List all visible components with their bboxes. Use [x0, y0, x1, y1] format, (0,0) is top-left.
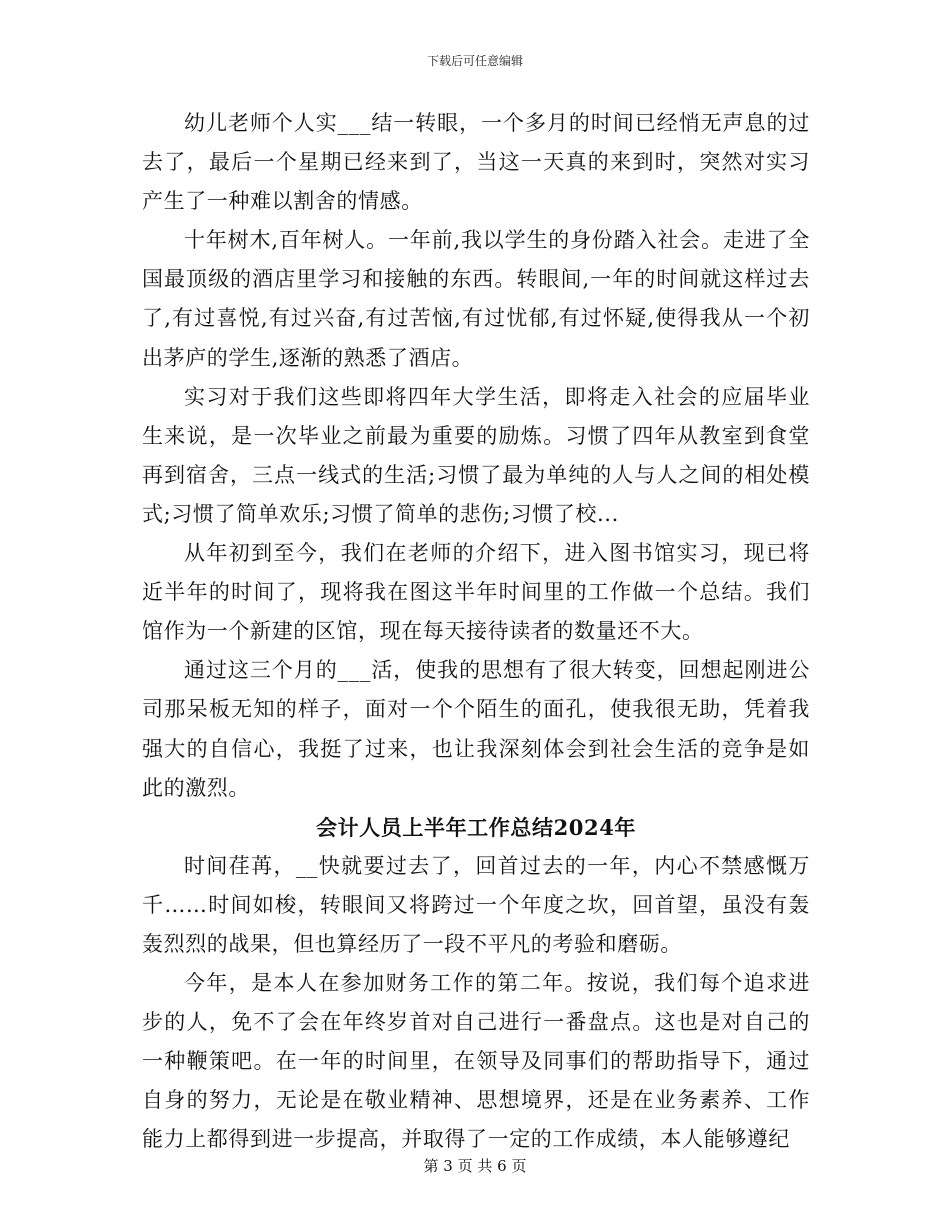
- paragraph-4: 从年初到至今，我们在老师的介绍下，进入图书馆实习，现已将近半年的时间了，现将我在图这半年时间里的工作做一个总结。我们馆作为一个新建的区馆，现在每天接待读者的数量还不大。: [142, 541, 810, 644]
- paragraph-2: 十年树木,百年树人。一年前,我以学生的身份踏入社会。走进了全国最顶级的酒店里学习和接触的东西。转眼间,一年的时间就这样过去了,有过喜悦,有过兴奋,有过苦恼,有过忧郁,有过怀疑,使得我从一个初出茅庐的学生,逐渐的熟悉了酒店。: [142, 228, 810, 370]
- paragraph-5: 通过这三个月的___活，使我的思想有了很大转变，回想起刚进公司那呆板无知的样子，面对一个个陌生的面孔，使我很无助，凭着我强大的自信心，我挺了过来，也让我深刻体会到社会生活的竞争是如此的激烈。: [142, 658, 810, 800]
- document-body: [142, 104, 810, 1159]
- paragraph-7: 今年，是本人在参加财务工作的第二年。按说，我们每个追求进步的人，免不了会在年终岁首对自己进行一番盘点。这也是对自己的一种鞭策吧。在一年的时间里，在领导及同事们的帮助指导下，通过自身的努力，无论是在敬业精神、思想境界，还是在业务素养、工作能力上都得到进一步提高，并取得了一定的工作成绩，本人能够遵纪: [142, 970, 810, 1152]
- paragraph-1: 幼儿老师个人实___结一转眼，一个多月的时间已经悄无声息的过去了，最后一个星期已经来到了，当这一天真的来到时，突然对实习产生了一种难以割舍的情感。: [142, 111, 810, 214]
- page-header-note: 下载后可任意编辑: [426, 54, 523, 68]
- section-title: 会计人员上半年工作总结2024年: [315, 814, 637, 840]
- paragraph-3: 实习对于我们这些即将四年大学生活，即将走入社会的应届毕业生来说，是一次毕业之前最为重要的励炼。习惯了四年从教室到食堂再到宿舍，三点一线式的生活;习惯了最为单纯的人与人之间的相处模式;习惯了简单欢乐;习惯了简单的悲伤;习惯了校...: [142, 384, 810, 526]
- paragraph-6: 时间荏苒，__快就要过去了，回首过去的一年，内心不禁感慨万千……时间如梭，转眼间又将跨过一个年度之坎，回首望，虽没有轰轰烈烈的战果，但也算经历了一段不平凡的考验和磨砺。: [142, 853, 810, 956]
- page-number: 第 3 页 共 6 页: [423, 1157, 527, 1175]
